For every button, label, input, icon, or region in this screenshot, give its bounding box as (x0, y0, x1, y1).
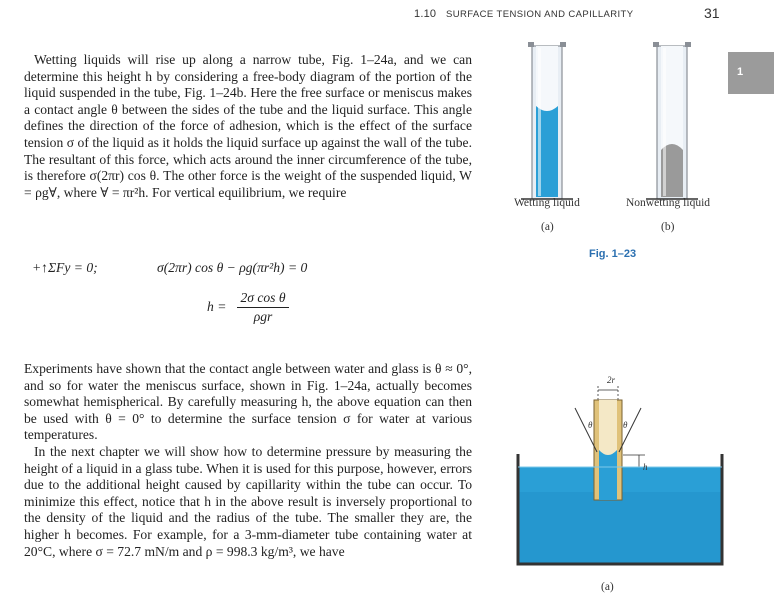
equation-equilibrium: σ(2πr) cos θ − ρg(πr²h) = 0 (157, 260, 308, 275)
paragraph-capillary-rise: Wetting liquids will rise up along a narrow tube, Fig. 1–24a, and we can determine this height h by considering a free-body diagram of the portion of the liquid suspended in the tube, Fig. 1–24b. Here the free surface or meniscus makes a contact angle θ between the sides of the tube and the liquid surface. This angle defines the direction of the force of adhesion, which is the effect of the surface tension σ of the liquid as it holds the liquid surface up against the wall of the tube. The resultant of this force, which acts around the inner circumference of the tube, is therefore σ(2πr) cos θ. The other force is the weight of the suspended liquid, W = ρg∀, where ∀ = πr²h. For vertical equilibrium, we require (24, 52, 472, 200)
page-number: 31 (704, 5, 720, 21)
label-theta-left: θ (588, 420, 593, 430)
running-header (414, 8, 634, 20)
tube-a-lip-right (560, 42, 566, 47)
figure-1-23-drawing (505, 40, 735, 205)
tube-b-lip-left (653, 42, 659, 47)
equation-h-denominator: ρgr (253, 309, 273, 324)
fig-1-23-caption-a: Wetting liquid (514, 197, 580, 209)
tube-b-highlight (663, 48, 666, 196)
equation-sum-forces: +↑ΣFy = 0; (32, 260, 98, 275)
container-water-shade (518, 492, 722, 564)
paragraph-pressure-measurement: In the next chapter we will show how to determine pressure by measuring the height of a liquid in a glass tube. When it is used for this purpose, however, errors due to the additional height caused by capillarity within the tube can occur. To minimize this effect, notice that h in the above result is inversely proportional to the density of the liquid and the radius of the tube. The smaller they are, the higher h becomes. For example, for a 3-mm-diameter tube containing water at 20°C, where σ = 72.7 mN/m and ρ = 998.3 kg/m³, we have (24, 444, 472, 559)
label-2r: 2r (607, 375, 616, 385)
equation-h-numerator: 2σ cos θ (237, 290, 289, 308)
equation-h-fraction (237, 290, 289, 325)
section-title: SURFACE TENSION AND CAPILLARITY (446, 9, 634, 20)
label-h: h (643, 462, 648, 472)
paragraph-contact-angle: Experiments have shown that the contact angle between water and glass is θ ≈ 0°, and so for water the meniscus surface, shown in Fig. 1–24a, actually becomes somewhat hemispherical. By carefully measuring h, the above equation can then be used with θ = 0° to determine the surface tension σ for water at various temperatures. (24, 361, 472, 443)
fig-1-23-sub-a: (a) (541, 221, 554, 233)
section-number: 1.10 (414, 8, 437, 20)
capillary-water (599, 450, 617, 500)
tube-a-highlight (538, 48, 541, 196)
fig-1-23-label: Fig. 1–23 (589, 248, 637, 260)
tube-b-lip-right (685, 42, 691, 47)
tube-a-lip-left (528, 42, 534, 47)
figure-1-24-drawing (505, 372, 735, 572)
chapter-tab-number: 1 (737, 66, 744, 78)
equation-h-lhs: h = (207, 299, 227, 314)
fig-1-23-sub-b: (b) (661, 221, 675, 233)
fig-1-24-sub-a: (a) (601, 581, 614, 593)
label-theta-right: θ (623, 420, 628, 430)
fig-1-23-caption-b: Nonwetting liquid (626, 197, 711, 209)
